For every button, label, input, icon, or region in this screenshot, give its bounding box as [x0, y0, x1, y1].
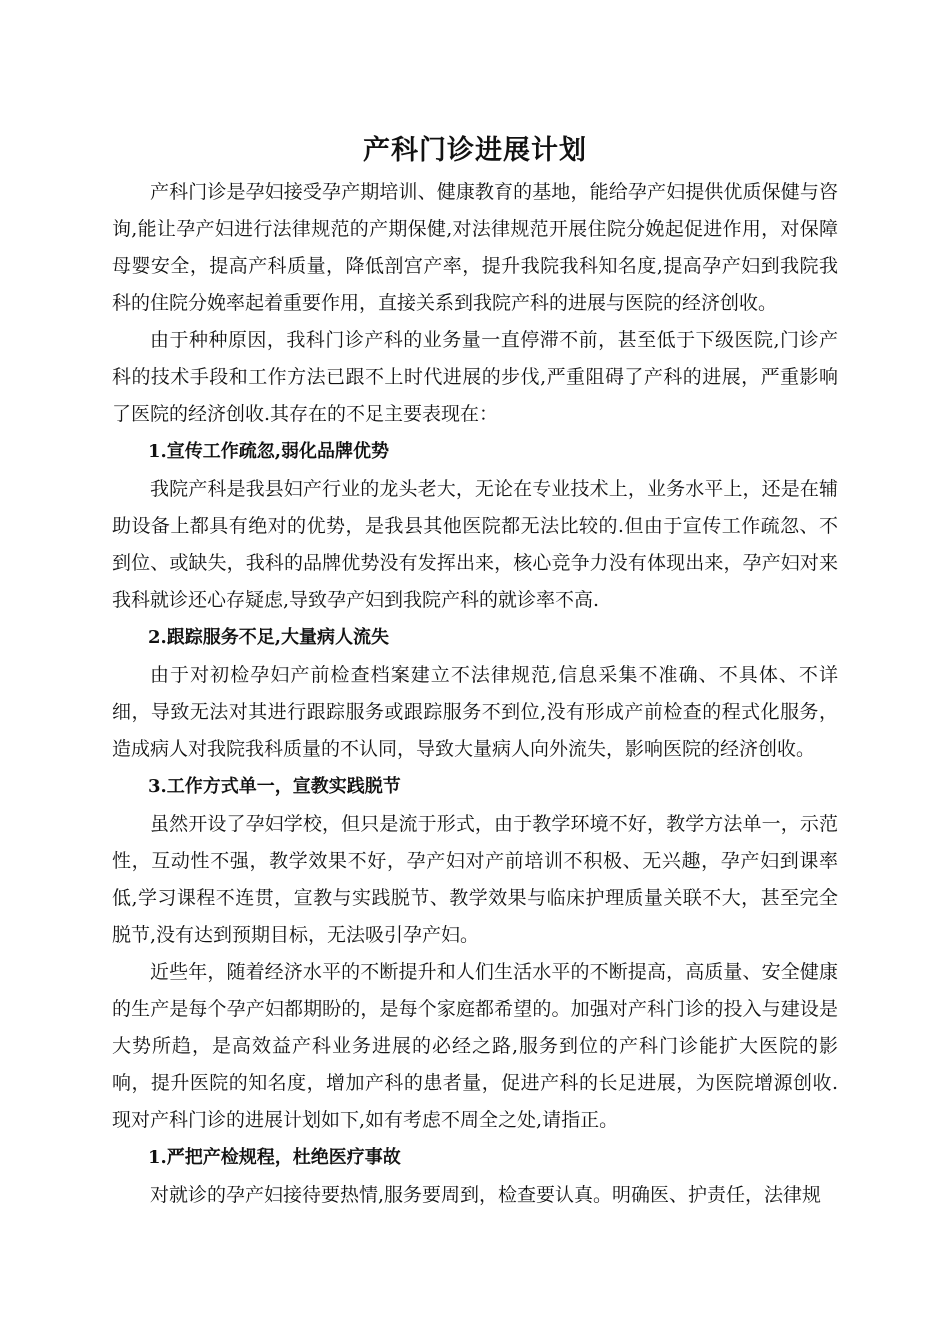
paragraph: 我院产科是我县妇产行业的龙头老大，无论在专业技术上，业务水平上，还是在辅助设备上都具有绝对的优势，是我县其他医院都无法比较的.但由于宣传工作疏忽、不到位、或缺失，我科的品牌优势没有发挥出来，核心竞争力没有体现出来，孕产妇对来我科就诊还心存疑虑,导致孕产妇到我院产科的就诊率不高.	[112, 478, 838, 611]
paragraph: 由于对初检孕妇产前检查档案建立不法律规范,信息采集不准确、不具体、不详细，导致无法对其进行跟踪服务或跟踪服务不到位,没有形成产前检查的程式化服务，造成病人对我院我科质量的不认同，导致大量病人向外流失，影响医院的经济创收。	[112, 664, 838, 760]
paragraph: 虽然开设了孕妇学校，但只是流于形式，由于教学环境不好，教学方法单一，示范性，互动性不强，教学效果不好，孕产妇对产前培训不积极、无兴趣，孕产妇到课率低,学习课程不连贯，宣教与实践脱节、教学效果与临床护理质量关联不大，甚至完全脱节,没有达到预期目标，无法吸引孕产妇。	[112, 813, 838, 946]
document-page	[112, 128, 838, 1214]
paragraph: 产科门诊是孕妇接受孕产期培训、健康教育的基地，能给孕产妇提供优质保健与咨询,能让孕产妇进行法律规范的产期保健,对法律规范开展住院分娩起促进作用，对保障母婴安全，提高产科质量，降低剖宫产率，提升我院我科知名度,提高孕产妇到我院我科的住院分娩率起着重要作用，直接关系到我院产科的进展与医院的经济创收。	[112, 181, 838, 314]
section-heading: 3.工作方式单一，宣教实践脱节	[148, 776, 401, 797]
section-heading: 1.宣传工作疏忽,弱化品牌优势	[148, 441, 390, 462]
section-heading: 2.跟踪服务不足,大量病人流失	[148, 627, 390, 648]
section-heading: 1.严把产检规程，杜绝医疗事故	[148, 1147, 401, 1168]
paragraph: 近些年，随着经济水平的不断提升和人们生活水平的不断提高，高质量、安全健康的生产是每个孕产妇都期盼的，是每个家庭都希望的。加强对产科门诊的投入与建设是大势所趋，是高效益产科业务进展的必经之路,服务到位的产科门诊能扩大医院的影响，提升医院的知名度，增加产科的患者量，促进产科的长足进展，为医院增源创收.现对产科门诊的进展计划如下,如有考虑不周全之处,请指正。	[112, 961, 838, 1131]
paragraph: 由于种种原因，我科门诊产科的业务量一直停滞不前，甚至低于下级医院,门诊产科的技术手段和工作方法已跟不上时代进展的步伐,严重阻碍了产科的进展，严重影响了医院的经济创收.其存在的不足主要表现在：	[112, 329, 838, 425]
document-title: 产科门诊进展计划	[363, 135, 587, 166]
paragraph: 对就诊的孕产妇接待要热情,服务要周到，检查要认真。明确医、护责任，法律规	[150, 1184, 822, 1206]
